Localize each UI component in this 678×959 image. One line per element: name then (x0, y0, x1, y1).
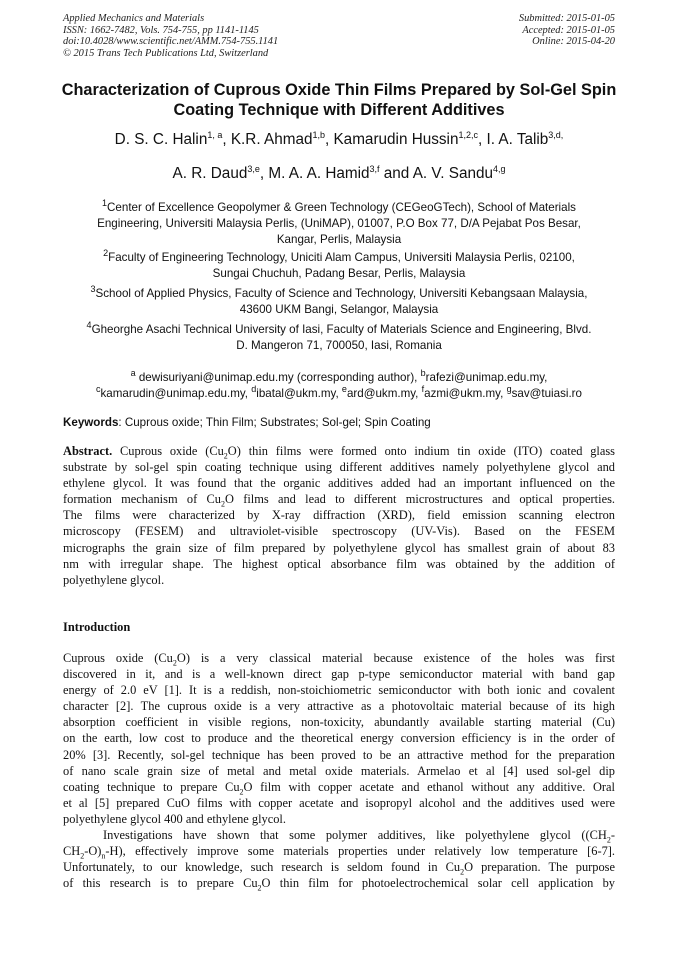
accepted-date: Accepted: 2015-01-05 (522, 24, 615, 36)
keywords-label: Keywords (63, 416, 119, 429)
introduction-body: Cuprous oxide $(Cu_2O)$ is a very classical material because existence of the holes was first discovered in it, and is a well-known direct gap p-type semiconductor material with band gap energy of 2.0 eV [1]. It is a reddish, non-stoichiometric semiconductor with both ionic and covalent character [2]. The cuprous oxide is a very attractive as a photovoltaic material because of its high absorption coefficient in visible regions, non-toxicity, abundantly available starting material (Cu) on the earth, low cost to produce and the theoretical energy conversion efficiency is in the order of 20% [3]. Recently, sol-gel technique has been proved to be an attractive method for the preparation of nano scale grain size of metal and metal oxide materials. Armelao et al [4] used sol-gel dip coating technique to prepare $Cu_2O$ film with copper acetate and ethanol without any additive. Oral et al [5] prepared CuO films with copper acetate and isopropyl alcohol and the additives used were polyethylene glycol 400 and ethylene glycol. Investigations have shown that some polymer additives, like polyethylene glycol (($CH_2-$ $CH_2-O)_n-H$), effectively improve some materials properties under relatively low temperature [6-7]. Unfortunately, to our knowledge, such research is seldom found in $Cu_2O$ preparation. The purpose of this research is to prepare $Cu_2O$ thin film for photoelectrochemical solar cell application by (63, 651, 616, 893)
author: M. A. A. Hamid (268, 165, 370, 182)
paper-title (55, 80, 623, 120)
affiliation-1: $^1$Center of Excellence Geopolymer & Green Technology (CEGeoGTech), School of Materials Engineering, Universiti Malaysia Perlis, (UniMAP), 01007, P.O Box 77, D/A Pejabat Pos Besar, Kangar, Perlis, Malaysia (97, 198, 581, 246)
submitted-date: Submitted: 2015-01-05 (518, 13, 615, 24)
affiliation-3: $^3$School of Applied Physics, Faculty of Science and Technology, Universiti Kebangsaan Malaysia, 43600 UKM Bangi, Selangor, Malaysia (90, 284, 588, 316)
issn: ISSN: 1662-7482, Vols. 754-755, pp 1141-1145 (63, 24, 259, 36)
journal-name: Applied Mechanics and Materials (63, 13, 205, 24)
keywords-text: : Cuprous oxide; Thin Film; Substrates; Sol-gel; Spin Coating (118, 416, 431, 429)
author: D. S. C. Halin (114, 131, 208, 148)
author-list-line-2: A. R. Daud$^{3,e}$, M. A. A. Hamid$^{3,f}$ and A. V. Sandu$^{4,g}$ (172, 163, 506, 182)
email-link[interactable]: rafezi@unimap.edu.my, (425, 371, 548, 384)
keywords (63, 416, 623, 429)
email-link[interactable]: sav@tuiasi.ro (511, 387, 582, 400)
email-link[interactable]: ard@ukm.my, (346, 387, 422, 400)
email-link[interactable]: dewisuriyani@unimap.edu.my (corresponding author), (138, 371, 421, 384)
section-heading-introduction: Introduction (63, 620, 131, 634)
journal-info (63, 13, 278, 59)
affiliation-2: $^2$Faculty of Engineering Technology, Uniciti Alam Campus, Universiti Malaysia Perlis, 02100, Sungai Chuchuh, Padang Besar, Perlis, Malaysia (103, 248, 575, 280)
author: A. R. Daud (172, 165, 248, 182)
author: K.R. Ahmad (230, 131, 313, 148)
author: I. A. Talib (486, 131, 549, 148)
title-line-2: Coating Technique with Different Additives (173, 101, 505, 119)
publication-dates (519, 13, 615, 48)
abstract-label: Abstract. (63, 444, 113, 458)
affiliation-4: $^4$Gheorghe Asachi Technical University of Iasi, Faculty of Materials Science and Engineering, Blvd. D. Mangeron 71, 700050, Iasi, Romania (86, 320, 592, 352)
author: A. V. Sandu (412, 165, 493, 182)
online-date: Online: 2015-04-20 (532, 36, 615, 48)
author: Kamarudin Hussin (333, 131, 459, 148)
email-link[interactable]: ibatal@ukm.my, (256, 387, 342, 400)
email-link[interactable]: azmi@ukm.my, (424, 387, 507, 400)
copyright: © 2015 Trans Tech Publications Ltd, Switzerland (63, 47, 269, 59)
title-line-1: Characterization of Cuprous Oxide Thin Films Prepared by Sol-Gel Spin (61, 81, 617, 99)
author-list-line-1: D. S. C. Halin$^{1, a}$, K.R. Ahmad$^{1,b}$, Kamarudin Hussin$^{1,2,c}$, I. A. Talib$^{3,d,}$ (114, 129, 564, 148)
email-link[interactable]: kamarudin@unimap.edu.my, (100, 387, 252, 400)
author-emails: $^a$ dewisuriyani@unimap.edu.my (corresponding author), $^b$rafezi@unimap.edu.my, $^c$kamarudin@unimap.edu.my, $^d$ibatal@ukm.my, $^e$ard@ukm.my, $^f$azmi@ukm.my, $^g$sav@tuiasi.ro (96, 368, 582, 400)
doi: doi:10.4028/www.scientific.net/AMM.754-755.1141 (63, 36, 279, 48)
abstract: Abstract. Cuprous oxide $(Cu_2O)$ thin films were formed onto indium tin oxide (ITO) coated glass substrate by sol-gel spin coating technique using different additives namely polyethylene glycol and ethylene glycol. It was found that the organic additives added had an important influenced on the formation mechanism of $Cu_2O$ films and lead to different microstructures and optical properties. The films were characterized by X-ray diffraction (XRD), field emission scanning electron microscopy (FESEM) and ultraviolet-visible spectroscopy (UV-Vis). Based on the FESEM micrographs the grain size of film prepared by polyethylene glycol has smallest grain of about 83 nm with irregular shape. The highest optical absorbance film was obtained by the addition of polyethylene glycol. (63, 444, 616, 587)
